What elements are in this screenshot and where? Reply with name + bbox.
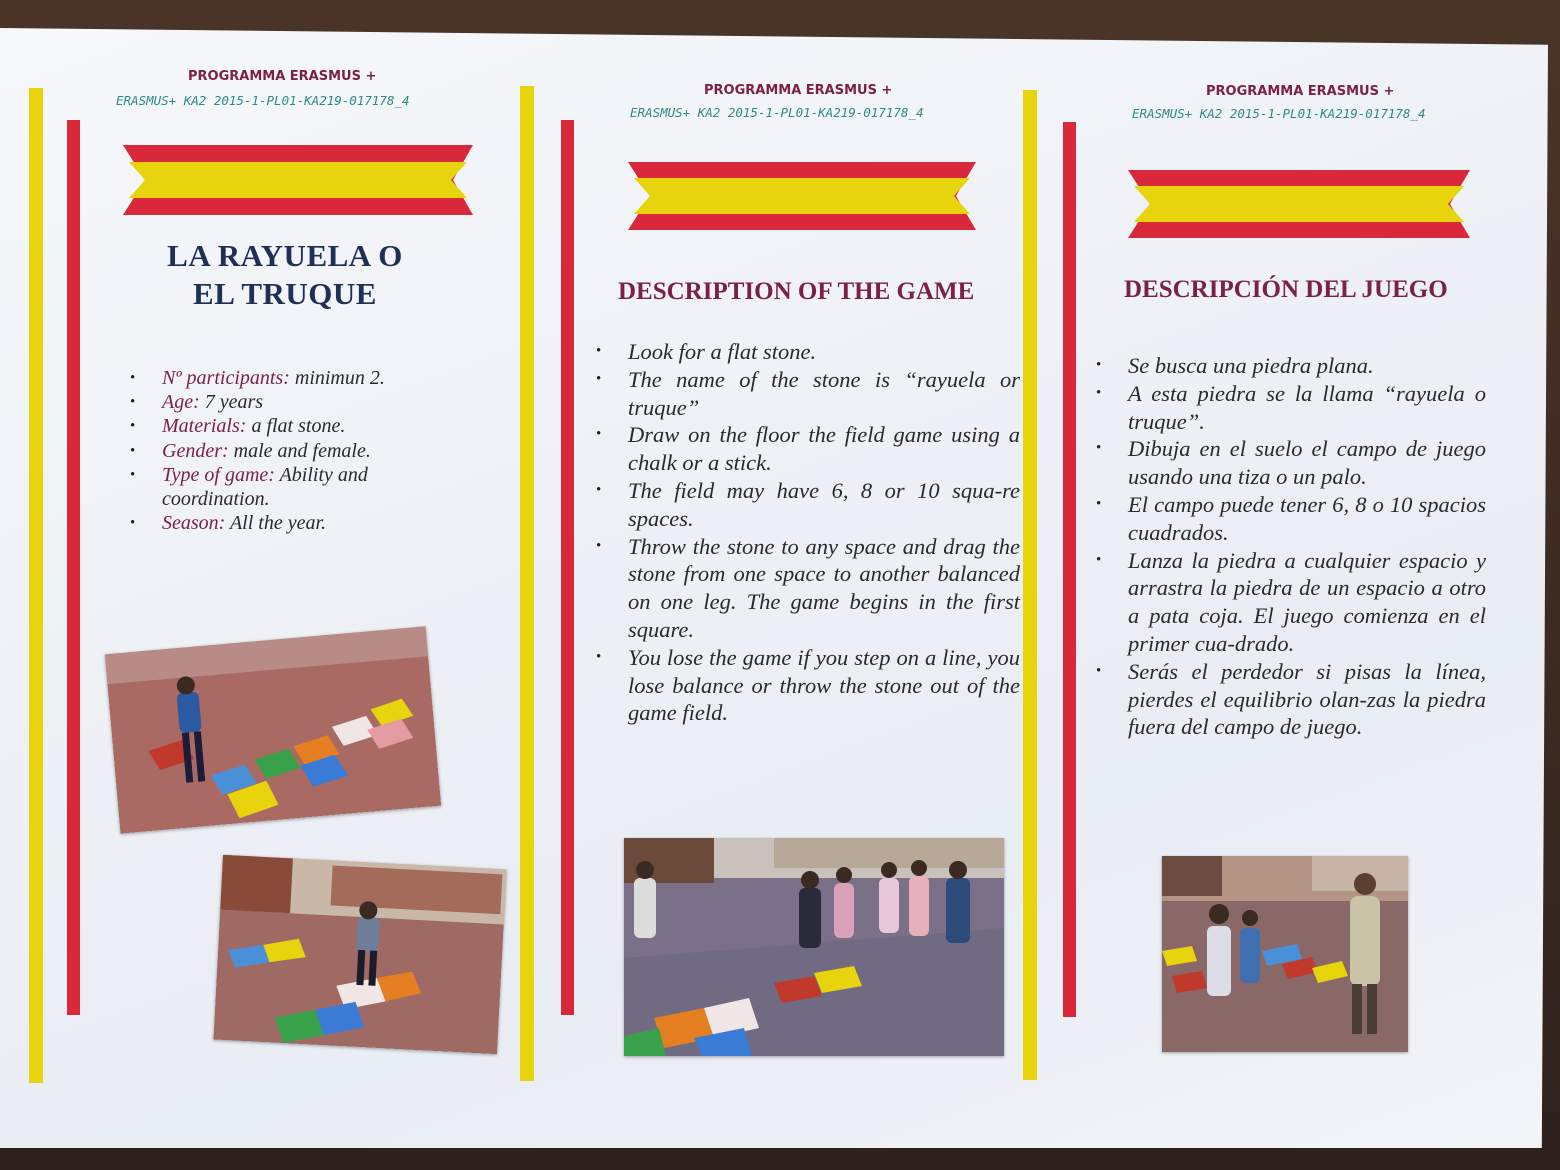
list-item: • Look for a flat stone. — [596, 338, 1020, 366]
list-item: • Throw the stone to any space and drag the stone from one space to another balanced on one leg. The game begins in the first square. — [596, 533, 1020, 644]
title-line-2: EL TRUQUE — [193, 276, 377, 311]
red-stripe-1 — [67, 120, 80, 1015]
list-item: • Gender: male and female. — [130, 439, 460, 463]
spanish-flag-banner — [123, 143, 473, 218]
project-code: ERASMUS+ KA2 2015-1-PL01-KA219-017178_4 — [1132, 106, 1426, 121]
section-title-es: DESCRIPCIÓN DEL JUEGO — [1124, 276, 1448, 303]
section-title-en: DESCRIPTION OF THE GAME — [618, 278, 975, 305]
list-item: • A esta piedra se la llama “rayuela o truque”. — [1096, 380, 1486, 436]
program-heading: PROGRAMMA ERASMUS + — [1206, 84, 1395, 99]
list-item: • Draw on the floor the field game using a chalk or a stick. — [596, 421, 1020, 477]
list-item: • You lose the game if you step on a line, you lose balance or throw the stone out of the game field. — [596, 644, 1020, 727]
list-item: • Materials: a flat stone. — [130, 414, 460, 438]
red-stripe-2 — [561, 120, 574, 1015]
list-item: • The field may have 6, 8 or 10 squa-re spaces. — [596, 477, 1020, 533]
list-item: • Serás el perdedor si pisas la línea, pierdes el equilibrio olan-zas la piedra fuera del campo de juego. — [1096, 658, 1486, 741]
description-list-en — [596, 338, 1020, 727]
spanish-flag-banner — [628, 160, 976, 232]
list-item: • The name of the stone is “rayuela or truque” — [596, 366, 1020, 422]
list-item: • Nº participants: minimun 2. — [130, 366, 460, 390]
list-item: • El campo puede tener 6, 8 o 10 spacios cuadrados. — [1096, 491, 1486, 547]
photo-girl-jumping — [213, 855, 506, 1055]
list-item: • Dibuja en el suelo el campo de juego usando una tiza o un palo. — [1096, 435, 1486, 491]
game-title — [130, 237, 440, 313]
spanish-flag-banner — [1128, 168, 1470, 240]
yellow-stripe-1 — [29, 88, 43, 1083]
program-heading: PROGRAMMA ERASMUS + — [704, 83, 893, 98]
program-heading: PROGRAMMA ERASMUS + — [188, 69, 377, 84]
list-item: • Lanza la piedra a cualquier espacio y arrastra la piedra de un espacio a otro a pata coja. El juego comienza en el primer cua-drado. — [1096, 547, 1486, 658]
game-info-list — [130, 366, 460, 535]
list-item: • Se busca una piedra plana. — [1096, 352, 1486, 380]
project-code: ERASMUS+ KA2 2015-1-PL01-KA219-017178_4 — [116, 93, 410, 108]
project-code: ERASMUS+ KA2 2015-1-PL01-KA219-017178_4 — [630, 105, 924, 120]
description-list-es — [1096, 352, 1486, 741]
list-item: • Type of game: Ability and coordination. — [130, 463, 460, 511]
list-item: • Age: 7 years — [130, 390, 460, 414]
photo-group-playing — [624, 838, 1004, 1056]
yellow-stripe-2 — [520, 86, 534, 1081]
photo-girl-hopscotch — [105, 626, 441, 833]
red-stripe-3 — [1063, 122, 1076, 1017]
photo-children-and-teacher — [1162, 856, 1408, 1052]
title-line-1: LA RAYUELA O — [167, 238, 403, 273]
yellow-stripe-3 — [1023, 90, 1037, 1080]
list-item: • Season: All the year. — [130, 511, 460, 535]
